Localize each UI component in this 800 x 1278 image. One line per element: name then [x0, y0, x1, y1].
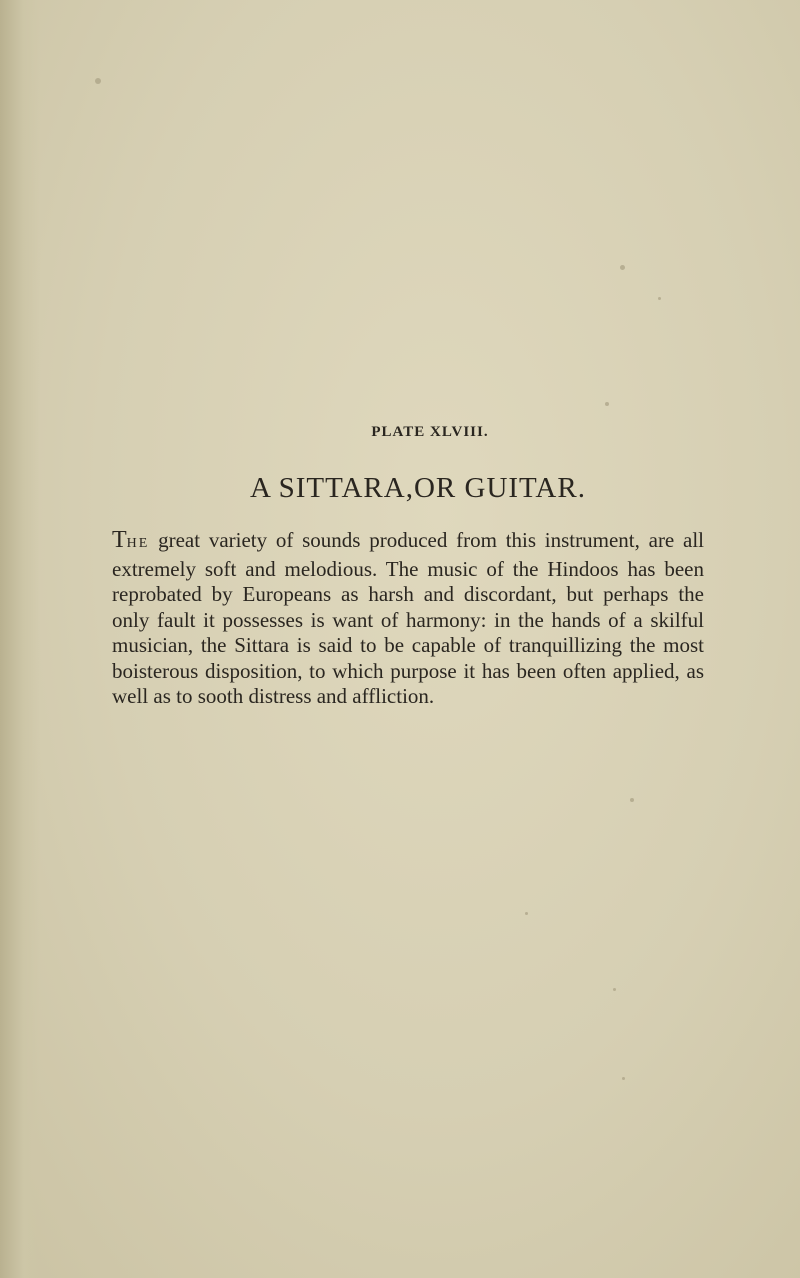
paper-speck: [95, 78, 101, 84]
paper-speck: [605, 402, 609, 406]
paper-speck: [630, 798, 634, 802]
first-word: [112, 528, 149, 552]
body-paragraph: [112, 528, 704, 710]
first-letter: T: [112, 527, 127, 553]
paper-speck: [620, 265, 625, 270]
paper-speck: [525, 912, 528, 915]
paper-speck: [622, 1077, 625, 1080]
paper-speck: [658, 297, 661, 300]
spine-shadow: [0, 0, 40, 1278]
plate-number: PLATE XLVIII.: [371, 424, 489, 440]
body-text: great variety of sounds produced from this instrument, are all extremely soft and melodious. The music of the Hindoos has been reprobated by Europeans as harsh and discordant, but perhaps the only fault it possesses is want of harmony: in the hands of a skilful musician, the Sittara is said to be capable of tranquillizing the most boisterous disposition, to which purpose it has been often applied, as well as to sooth distress and affliction.: [112, 528, 704, 708]
page-title: A SITTARA,OR GUITAR.: [250, 472, 586, 504]
paper-speck: [613, 988, 616, 991]
first-word-small-caps: HE: [126, 536, 150, 551]
